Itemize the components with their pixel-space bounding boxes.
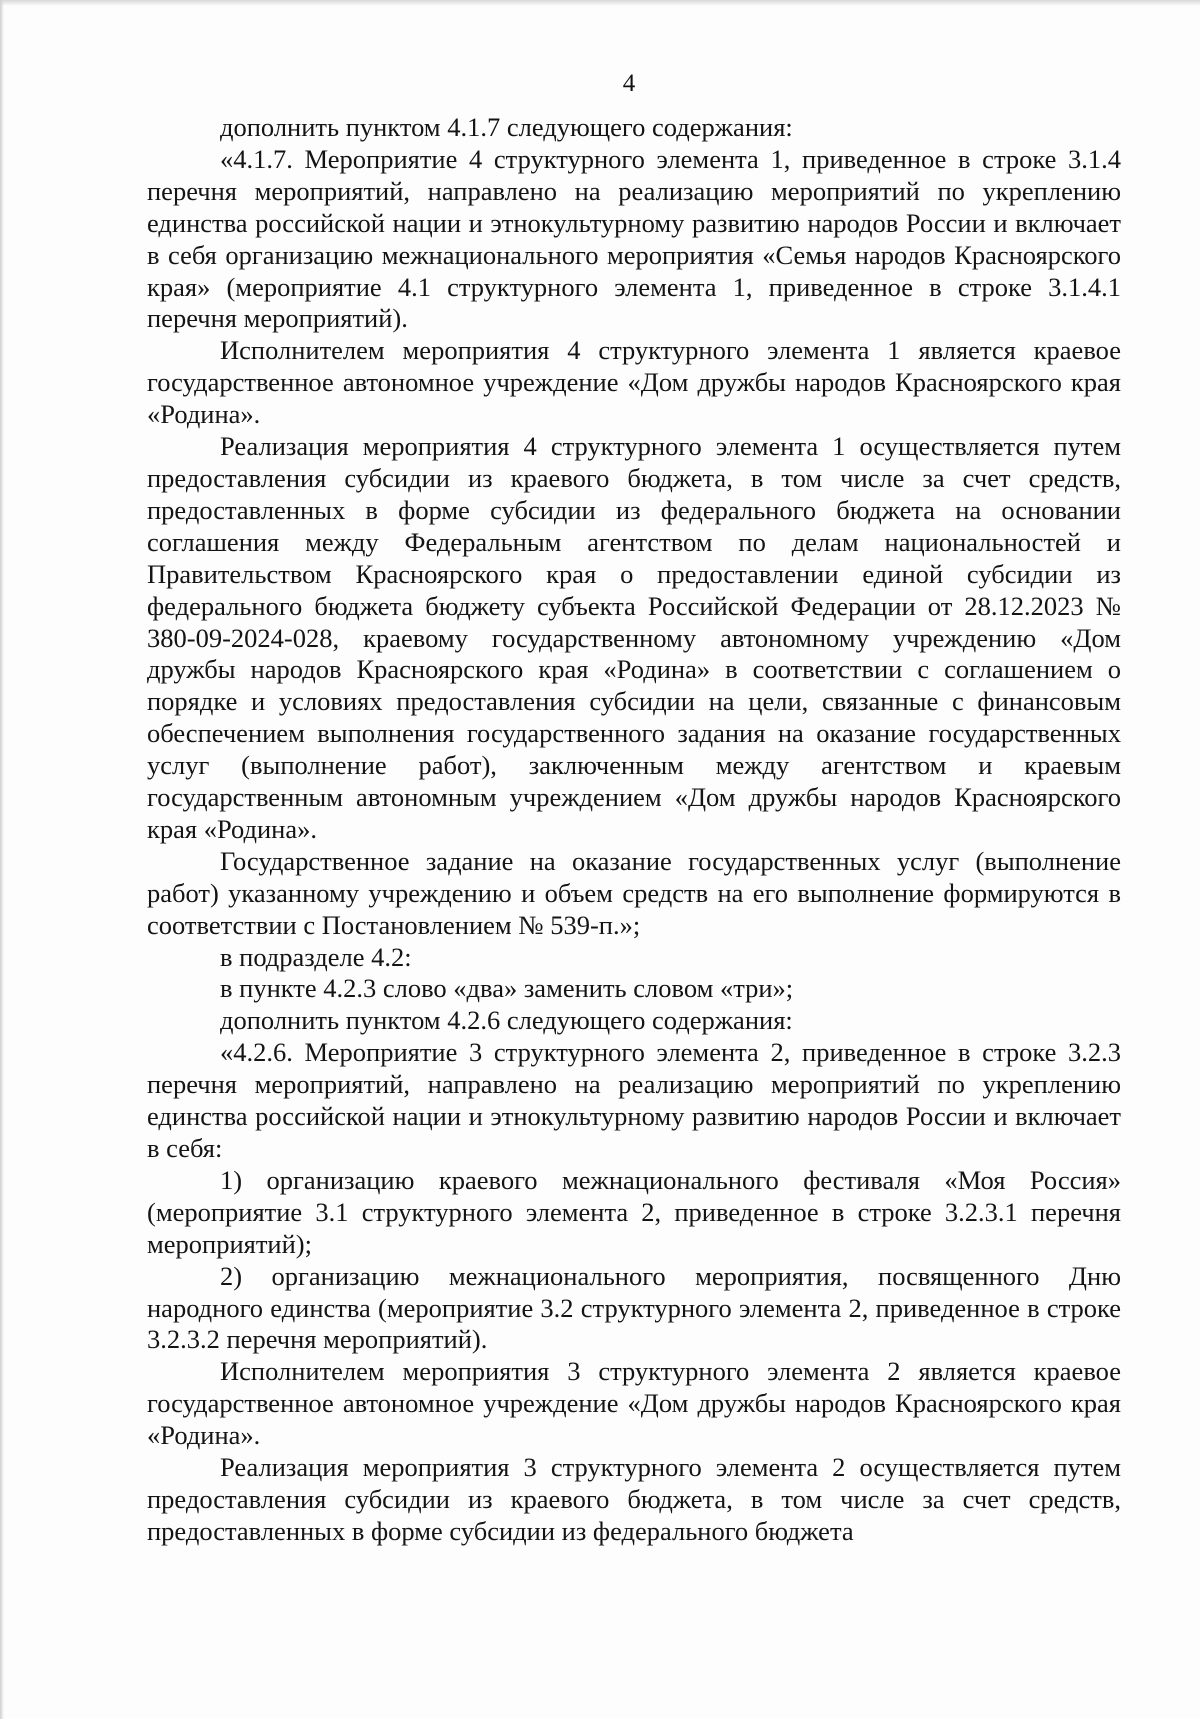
page-number: 4	[622, 70, 636, 97]
paragraph: Реализация мероприятия 3 структурного элемента 2 осуществляется путем предоставления субсидии из краевого бюджета, в том числе за счет средств, предоставленных в форме субсидии из федерального бюджета	[147, 1452, 1121, 1546]
paragraph: 2) организацию межнационального мероприятия, посвященного Дню народного единства (мероприятие 3.2 структурного элемента 2, приведенное в строке 3.2.3.2 перечня мероприятий).	[147, 1260, 1121, 1355]
scan-edge-left	[0, 0, 4, 1719]
paragraph: Государственное задание на оказание государственных услуг (выполнение работ) указанному учреждению и объем средств на его выполнение формируются в соответствии с Постановлением № 539-п.»;	[147, 845, 1121, 940]
scan-edge-top	[0, 0, 1200, 6]
paragraph: Исполнителем мероприятия 4 структурного элемента 1 является краевое государственное автономное учреждение «Дом дружбы народов Красноярского края «Родина».	[147, 335, 1121, 430]
paragraph: 1) организацию краевого межнационального фестиваля «Моя Россия» (мероприятие 3.1 структурного элемента 2, приведенное в строке 3.2.3.1 перечня мероприятий);	[147, 1164, 1121, 1259]
paragraph: Исполнителем мероприятия 3 структурного элемента 2 является краевое государственное автономное учреждение «Дом дружбы народов Красноярского края «Родина».	[147, 1356, 1121, 1451]
paragraph: «4.2.6. Мероприятие 3 структурного элемента 2, приведенное в строке 3.2.3 перечня мероприятий, направлено на реализацию мероприятий по укреплению единства российской нации и этнокультурному развитию народов России и включает в себя:	[147, 1037, 1121, 1163]
paragraph: «4.1.7. Мероприятие 4 структурного элемента 1, приведенное в строке 3.1.4 перечня мероприятий, направлено на реализацию мероприятий по укреплению единства российской нации и этнокультурному развитию народов России и включает в себя организацию межнационального мероприятия «Семья народов Красноярского края» (мероприятие 4.1 структурного элемента 1, приведенное в строке 3.1.4.1 перечня мероприятий).	[147, 143, 1121, 334]
paragraph: в подразделе 4.2:	[220, 941, 412, 972]
paragraph: Реализация мероприятия 4 структурного элемента 1 осуществляется путем предоставления субсидии из краевого бюджета, в том числе за счет средств, предоставленных в форме субсидии из федерального бюджета на основании соглашения между Федеральным агентством по делам национальностей и Правительством Красноярского края о предоставлении единой субсидии из федерального бюджета бюджету субъекта Российской Федерации от 28.12.2023 № 380-09-2024-028, краевому государственному автономному учреждению «Дом дружбы народов Красноярского края «Родина» в соответствии с соглашением о порядке и условиях предоставления субсидии на цели, связанные с финансовым обеспечением выполнения государственного задания на оказание государственных услуг (выполнение работ), заключенным между агентством и краевым государственным автономным учреждением «Дом дружбы народов Красноярского края «Родина».	[147, 431, 1121, 844]
paragraph: дополнить пунктом 4.1.7 следующего содержания:	[220, 112, 793, 142]
paragraph: дополнить пунктом 4.2.6 следующего содержания:	[220, 1005, 793, 1036]
paragraph: в пункте 4.2.3 слово «два» заменить словом «три»;	[220, 973, 794, 1004]
document-body	[147, 112, 1121, 1548]
